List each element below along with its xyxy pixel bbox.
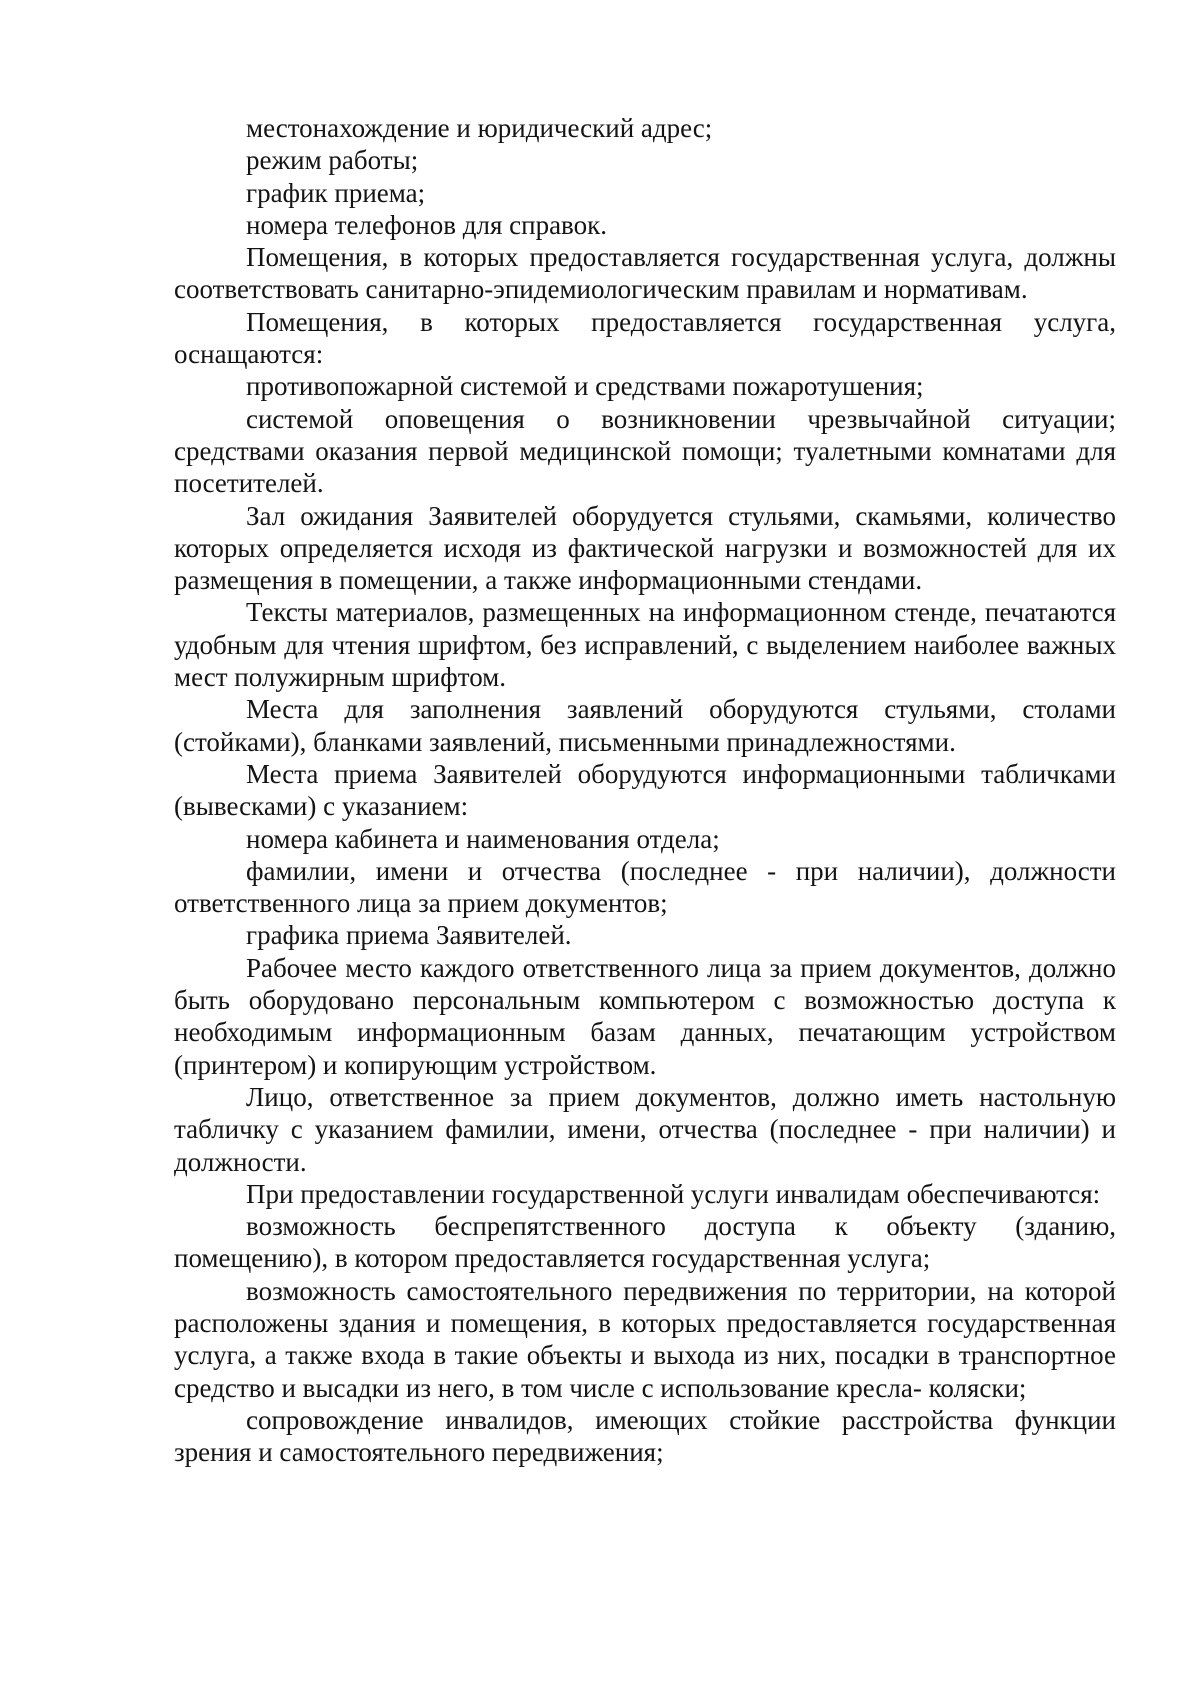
paragraph: Места приема Заявителей оборудуются информационными табличками (вывесками) с указанием: bbox=[174, 758, 1116, 822]
paragraph: сопровождение инвалидов, имеющих стойкие расстройства функции зрения и самостоятельного передвижения; bbox=[174, 1404, 1116, 1468]
paragraph: график приема; bbox=[246, 177, 426, 208]
paragraph: режим работы; bbox=[246, 145, 419, 176]
paragraph: Места для заполнения заявлений оборудуются стульями, столами (стойками), бланками заявлений, письменными принадлежностями. bbox=[174, 694, 1116, 757]
paragraph: номера телефонов для справок. bbox=[246, 209, 607, 240]
paragraph: Помещения, в которых предоставляется государственная услуга, должны соответствовать санитарно-эпидемиологическим правилам и нормативам. bbox=[174, 242, 1116, 305]
document-page bbox=[174, 112, 1116, 1468]
paragraph: возможность беспрепятственного доступа к объекту (зданию, помещению), в котором предоставляется государственная услуга; bbox=[174, 1211, 1116, 1274]
paragraph: системой оповещения о возникновении чрезвычайной ситуации; средствами оказания первой медицинской помощи; туалетными комнатами для посетителей. bbox=[174, 403, 1116, 499]
paragraph: номера кабинета и наименования отдела; bbox=[246, 823, 720, 854]
paragraph: Зал ожидания Заявителей оборудуется стульями, скамьями, количество которых определяется исходя из фактической нагрузки и возможностей для их размещения в помещении, а также информационными стендами. bbox=[174, 500, 1116, 596]
paragraph: Рабочее место каждого ответственного лица за прием документов, должно быть оборудовано персональным компьютером с возможностью доступа к необходимым информационным базам данных, печатающим устройством (принтером) и копирующим устройством. bbox=[174, 952, 1116, 1080]
paragraph: графика приема Заявителей. bbox=[246, 920, 572, 951]
paragraph: фамилии, имени и отчества (последнее - при наличии), должности ответственного лица за прием документов; bbox=[174, 855, 1116, 919]
paragraph: Помещения, в которых предоставляется государственная услуга, оснащаются: bbox=[174, 306, 1116, 370]
paragraph: При предоставлении государственной услуги инвалидам обеспечиваются: bbox=[246, 1178, 1101, 1209]
paragraph: местонахождение и юридический адрес; bbox=[246, 113, 713, 143]
paragraph: Лицо, ответственное за прием документов, должно иметь настольную табличку с указанием фамилии, имени, отчества (последнее - при наличии) и должности. bbox=[174, 1081, 1116, 1177]
paragraph: противопожарной системой и средствами пожаротушения; bbox=[246, 371, 924, 402]
paragraph: Тексты материалов, размещенных на информационном стенде, печатаются удобным для чтения шрифтом, без исправлений, с выделением наиболее важных мест полужирным шрифтом. bbox=[174, 597, 1116, 693]
paragraph: возможность самостоятельного передвижения по территории, на которой расположены здания и помещения, в которых предоставляется государственная услуга, а также входа в такие объекты и выхода из них, посадки в транспортное средство и высадки из него, в том числе с использование кресла- коляски; bbox=[174, 1275, 1116, 1403]
